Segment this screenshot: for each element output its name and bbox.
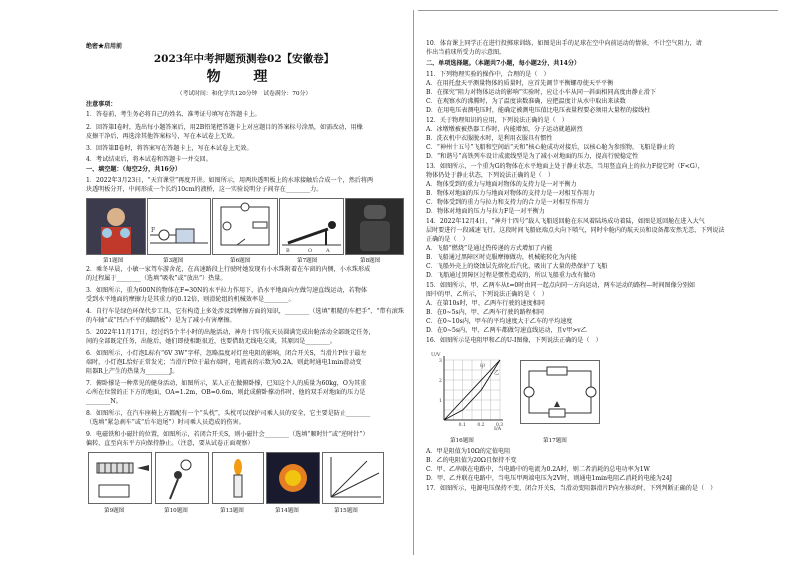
- figure-q7-pushup: [279, 198, 344, 255]
- q3-line-1: 3．如图所示，重为600N的物体在F=30N的水平拉力作用下，沿水平地面向左做匀速直线运动，若物体: [86, 287, 367, 294]
- caption-q14: 第14题图: [275, 508, 299, 514]
- q13-line-1: 13．如图所示，一个重为G的物体在水平地面上处于静止状态，当用竖直向上的拉力F提它时（F<G），: [426, 163, 704, 170]
- q5-line-1: 5．2022年11月17日，经过约5个半小时的出舱活动，神舟十四号航天员圆满完成出舱活动全部既定任务，: [86, 329, 375, 336]
- q16-opt-d: D．甲、乙并联在电路中，当电压甲两端电压为2V时，则通电1min电阻乙消耗的电能为24J: [426, 475, 673, 482]
- q16-opt-a: A．甲是阻值为10Ω的定值电阻: [426, 448, 511, 455]
- svg-text:B: B: [286, 248, 290, 254]
- y-tick-label: 2: [439, 379, 442, 384]
- q13-line-2: 物体仍处于静止状态，下列说法正确的是（ ）: [426, 172, 554, 179]
- exam-title: 2023年中考押题预测卷02【安徽卷】: [153, 53, 335, 65]
- figure-q17-circuit: [520, 360, 600, 424]
- caption-q7: 第7题图: [297, 258, 318, 264]
- q12-stem: 12．关于物理知识的应用，下列说法正确的是（ ）: [426, 117, 568, 124]
- q14-line-2: 层时要进行一段减速飞行，这段时间飞船底端点火向下喷气，同时伞舱内的航天员和设备都安然无恙，下列说法: [426, 227, 725, 234]
- caption-q17: 第17题图: [543, 438, 567, 444]
- q11-opt-d: D．在用电压表测电压时，能确定被测电压值比电压表量程要必须用大量程的接线柱: [426, 107, 651, 114]
- q12-opt-c: C．“神州十五号”飞船和空间站“天和”核心舱成功对接后，以核心舱为参照物，飞船是静止的: [426, 144, 675, 151]
- q12-opt-a: A．冰墩墩被被热器工作时，内能增加，分子运动就越剧烈: [426, 126, 583, 133]
- q8-line-1: 8．如图所示，在汽车座椅上方都配有一个“头枕”，头枕可以保护司乘人员的安全，它主要是防止________: [86, 410, 371, 417]
- q11-opt-b: B．在探究“阻力对物体运动的影响”实验时，应让小车从同一斜面相同高度由静止滑下: [426, 89, 657, 96]
- secret-mark: 绝密★启用前: [86, 43, 123, 50]
- figure-q14-capsule: [266, 452, 320, 504]
- q11-stem: 11．下列物理实验的操作中，合理的是（ ）: [426, 71, 550, 78]
- x-tick-label: 0.2: [477, 423, 485, 428]
- caption-q16: 第16题图: [450, 438, 474, 444]
- q2-line-1: 2．乘冬早晨，小敏一家驾车游舍花，在高速路段上行驶时她发现有小水珠附着在车窗的内侧，小水珠形成: [86, 266, 371, 273]
- q10-line-1: 10．体育课上同学正在进行投掷球训练，如图是出手的足球在空中向前运动的情景，不计空气阻力，请: [426, 40, 702, 47]
- q9-line-1: 9．电磁铁和小磁针的位置，如图所示，若闭合开关S，则小磁针会________（选填“顺时针”或“逆时针”）: [86, 431, 369, 438]
- svg-text:O: O: [308, 248, 313, 254]
- y-tick-label: 1: [439, 399, 442, 404]
- q12-opt-d: D．“和谐号”高铁列车设计成流线型是为了减小对地面的压力，提高行驶稳定性: [426, 153, 639, 160]
- q1-line-1: 1．2022年3月23日，“天宫课堂”再度开讲。如图所示，用两块透明板上的水球接触后合成一个，然后将两: [86, 177, 374, 184]
- q10-line-2: 作出当前球所受力的示意图。: [426, 49, 506, 56]
- q16-opt-c: C．甲、乙串联在电路中，当电路中的电流为0.2A时，则二者消耗的总电功率为1W: [426, 466, 650, 473]
- figure-q16-ui-graph: [430, 350, 506, 432]
- note-2: 2．回答第Ⅰ卷时，选出每小题答案后，用2B铅笔把答题卡上对应题目的答案标号涂黑，如需改动，用橡: [86, 124, 363, 131]
- y-axis-label: U/V: [431, 352, 441, 358]
- notes-title: 注意事项：: [86, 101, 117, 108]
- series-label: 甲: [480, 364, 486, 370]
- x-tick-label: 0.1: [458, 423, 466, 428]
- q11-opt-c: C．在观察水的沸腾时，为了温度读数准确，应把温度计从水中取出来读数: [426, 98, 626, 105]
- q15-opt-a: A．在第10s时，甲、乙两车行驶的速度相同: [426, 300, 545, 307]
- q2-line-2: 的过程属于________（选填“吸收”或“放出”）热量。: [86, 275, 227, 282]
- caption-q3: 第3题图: [163, 258, 184, 264]
- q9-line-2: 偏转，直至向东平方向保持静止。（注意，要从试卷正面观察）: [86, 440, 254, 447]
- q16-stem: 16．如图所示是电阻甲和乙的U-I图像，下列说法正确的是（ ）: [426, 337, 602, 344]
- q7-line-2: 心所在位置的正下方的地面，OA=1.2m，OB=0.6m，则此成俯卧撑动作时，他的双手对地面的压力是: [86, 389, 366, 396]
- q16-opt-b: B．乙的电阻值为20Ω且保持不变: [426, 457, 517, 464]
- figure-q8-headrest: [345, 198, 404, 255]
- q15-opt-d: D．在0~5s内，甲、乙两车都做匀速直线运动，且v甲>v乙: [426, 327, 587, 334]
- figure-q10-soccer: [155, 452, 209, 504]
- q15-line-1: 15．如图所示，甲、乙两车从t=0时由同一起点向同一方向运动，两车运动的路程—时间图像分别如: [426, 282, 696, 289]
- q14-line-3: 正确的是（ ）: [426, 236, 469, 243]
- caption-q1: 第1题图: [103, 258, 124, 264]
- caption-q8: 第8题图: [360, 258, 381, 264]
- figure-q9-electromagnet: [88, 452, 152, 504]
- figure-q3: [147, 198, 211, 255]
- y-tick-label: 3: [439, 359, 442, 364]
- caption-q6: 第6题图: [230, 258, 251, 264]
- x-tick-label: 0.3: [496, 423, 504, 428]
- q17-stem: 17．如图所示，电源电压保持不变，闭合开关S，当滑动变阻器滑片P向左移动时，下列判断正确的是（ ）: [426, 485, 717, 492]
- section-2-title: 二、单项选择题。（本题共7小题，每小题2分，共14分）: [426, 60, 581, 67]
- caption-q15: 第15题图: [334, 508, 358, 514]
- q5-line-2: 间的全部既定任务，出舱后，她们即使相距很近，也要借助无线电交谈，其原因是________。: [86, 338, 336, 345]
- note-2b: 皮擦干净后，再选涂其他答案标号，写在本试卷上无效。: [86, 133, 239, 140]
- q11-opt-a: A．在用托盘天平测量物体的质量时，应首先调节平衡螺母使天平平衡: [426, 80, 614, 87]
- q4-line-1: 4．自行车是绿色环保代步工具，它有构造上多处涉及到摩擦方面的知识，________（选填“粗糙的车把手”、“带有滚珠: [86, 308, 404, 315]
- q15-opt-b: B．在0~5s内，甲、乙两车行驶的路程相同: [426, 309, 544, 316]
- svg-text:F: F: [151, 227, 156, 234]
- q14-line-1: 14．2022年12月4日，“神舟十四号”载人飞船返回舱在东风着陆场成功着陆，如图是返回舱在进入大气: [426, 218, 705, 225]
- note-4: 4．考试结束后，将本试卷和答题卡一并交回。: [86, 156, 212, 163]
- figure-q13-candle: [212, 452, 264, 504]
- q12-opt-b: B．洗衣机中衣服脱水时，是利用衣服具有惯性: [426, 135, 553, 142]
- figure-q1: [86, 198, 146, 255]
- q7-line-1: 7．俯卧撑是一种常见的健身活动，如图所示，某人正在做俯卧撑，已知这个人的质量为60kg，O为其重: [86, 380, 367, 387]
- subject-title: 物 理: [206, 69, 282, 85]
- q14-opt-c: C．飞船外壳上的烧蚀层先熔化后汽化，吸出了大量的热保护了飞船: [426, 263, 608, 270]
- q7-line-3: ________N。: [86, 398, 122, 405]
- figure-q15-st-graph: [322, 452, 384, 504]
- q6-line-3: 阻器R上产生的热量为________J。: [86, 368, 179, 375]
- q13-opt-c: C．物体受到的重力与拉力和支持力的合力是一对相互作用力: [426, 199, 590, 206]
- q13-opt-a: A．物体受到的重力与地面对物体的支持力是一对平衡力: [426, 181, 577, 188]
- note-3: 3．回答第Ⅱ卷时，将答案写在答题卡上，写在本试卷上无效。: [86, 145, 253, 152]
- top-rule: [418, 10, 778, 11]
- q1-line-2: 块透明板分开，中间形成一个长约10cm的液桥，这一实验说明分子间存在________力。: [86, 186, 323, 193]
- column-divider: [413, 10, 414, 555]
- series-label: 乙: [494, 370, 500, 376]
- note-1: 1．答卷前，考生务必将自己的姓名、准考证号填写在答题卡上。: [86, 111, 261, 118]
- q15-line-2: 图中的甲、乙所示，下列说法正确的是（ ）: [426, 291, 548, 298]
- q6-line-2: 端时，小灯泡L恰好正常发光；当滑片P位于最右端时，电流表的示数为0.2A，则此时通电1min滑动变: [86, 359, 362, 366]
- caption-q10: 第10题图: [164, 508, 188, 514]
- q3-line-2: 受到水平地面的摩擦力是其重力的0.12倍，则滑轮组的机械效率是________。: [86, 296, 295, 303]
- q4-line-2: 的车轴”或“凹凸不平的脚踏板”）是为了减小有害摩擦。: [86, 317, 236, 324]
- q14-opt-d: D．飞船通过黑障区过程是惯性造成的，所以飞船重力改有做功: [426, 272, 596, 279]
- caption-q9: 第9题图: [104, 508, 125, 514]
- svg-text:A: A: [326, 248, 330, 254]
- figure-q6-circuit: [212, 198, 278, 255]
- caption-q13: 第13题图: [220, 508, 244, 514]
- q6-line-1: 6．如图所示，小灯泡L标有“6V 3W”字样，忽略温度对灯丝电阻的影响，闭合开关S，当滑片P位于最左: [86, 350, 367, 357]
- q15-opt-c: C．在0~10s内，甲车的平均速度大于乙车的平均速度: [426, 318, 573, 325]
- q14-opt-b: B．飞船通过黑障区时克服摩擦做功，机械能转化为内能: [426, 254, 577, 261]
- q13-opt-b: B．物体对地面的压力与地面对物体的支持力是一对相互作用力: [426, 190, 596, 197]
- q8-line-2: （选填“紧急刹车”或“后车追尾”）时司乘人员造成的伤害。: [86, 419, 245, 426]
- ui-graph-svg: [430, 350, 506, 432]
- exam-meta: （考试时间：和化学共120分钟 试卷满分：70分）: [176, 91, 312, 97]
- x-axis-label: I/A: [494, 426, 502, 432]
- section-1-title: 一、填空题：（每空2分，共16分）: [86, 166, 181, 173]
- q13-opt-d: D．物体对地面的压力与拉力F是一对平衡力: [426, 208, 545, 215]
- q14-opt-a: A．飞船“燃烧”是通过热传递的方式增加了内能: [426, 245, 553, 252]
